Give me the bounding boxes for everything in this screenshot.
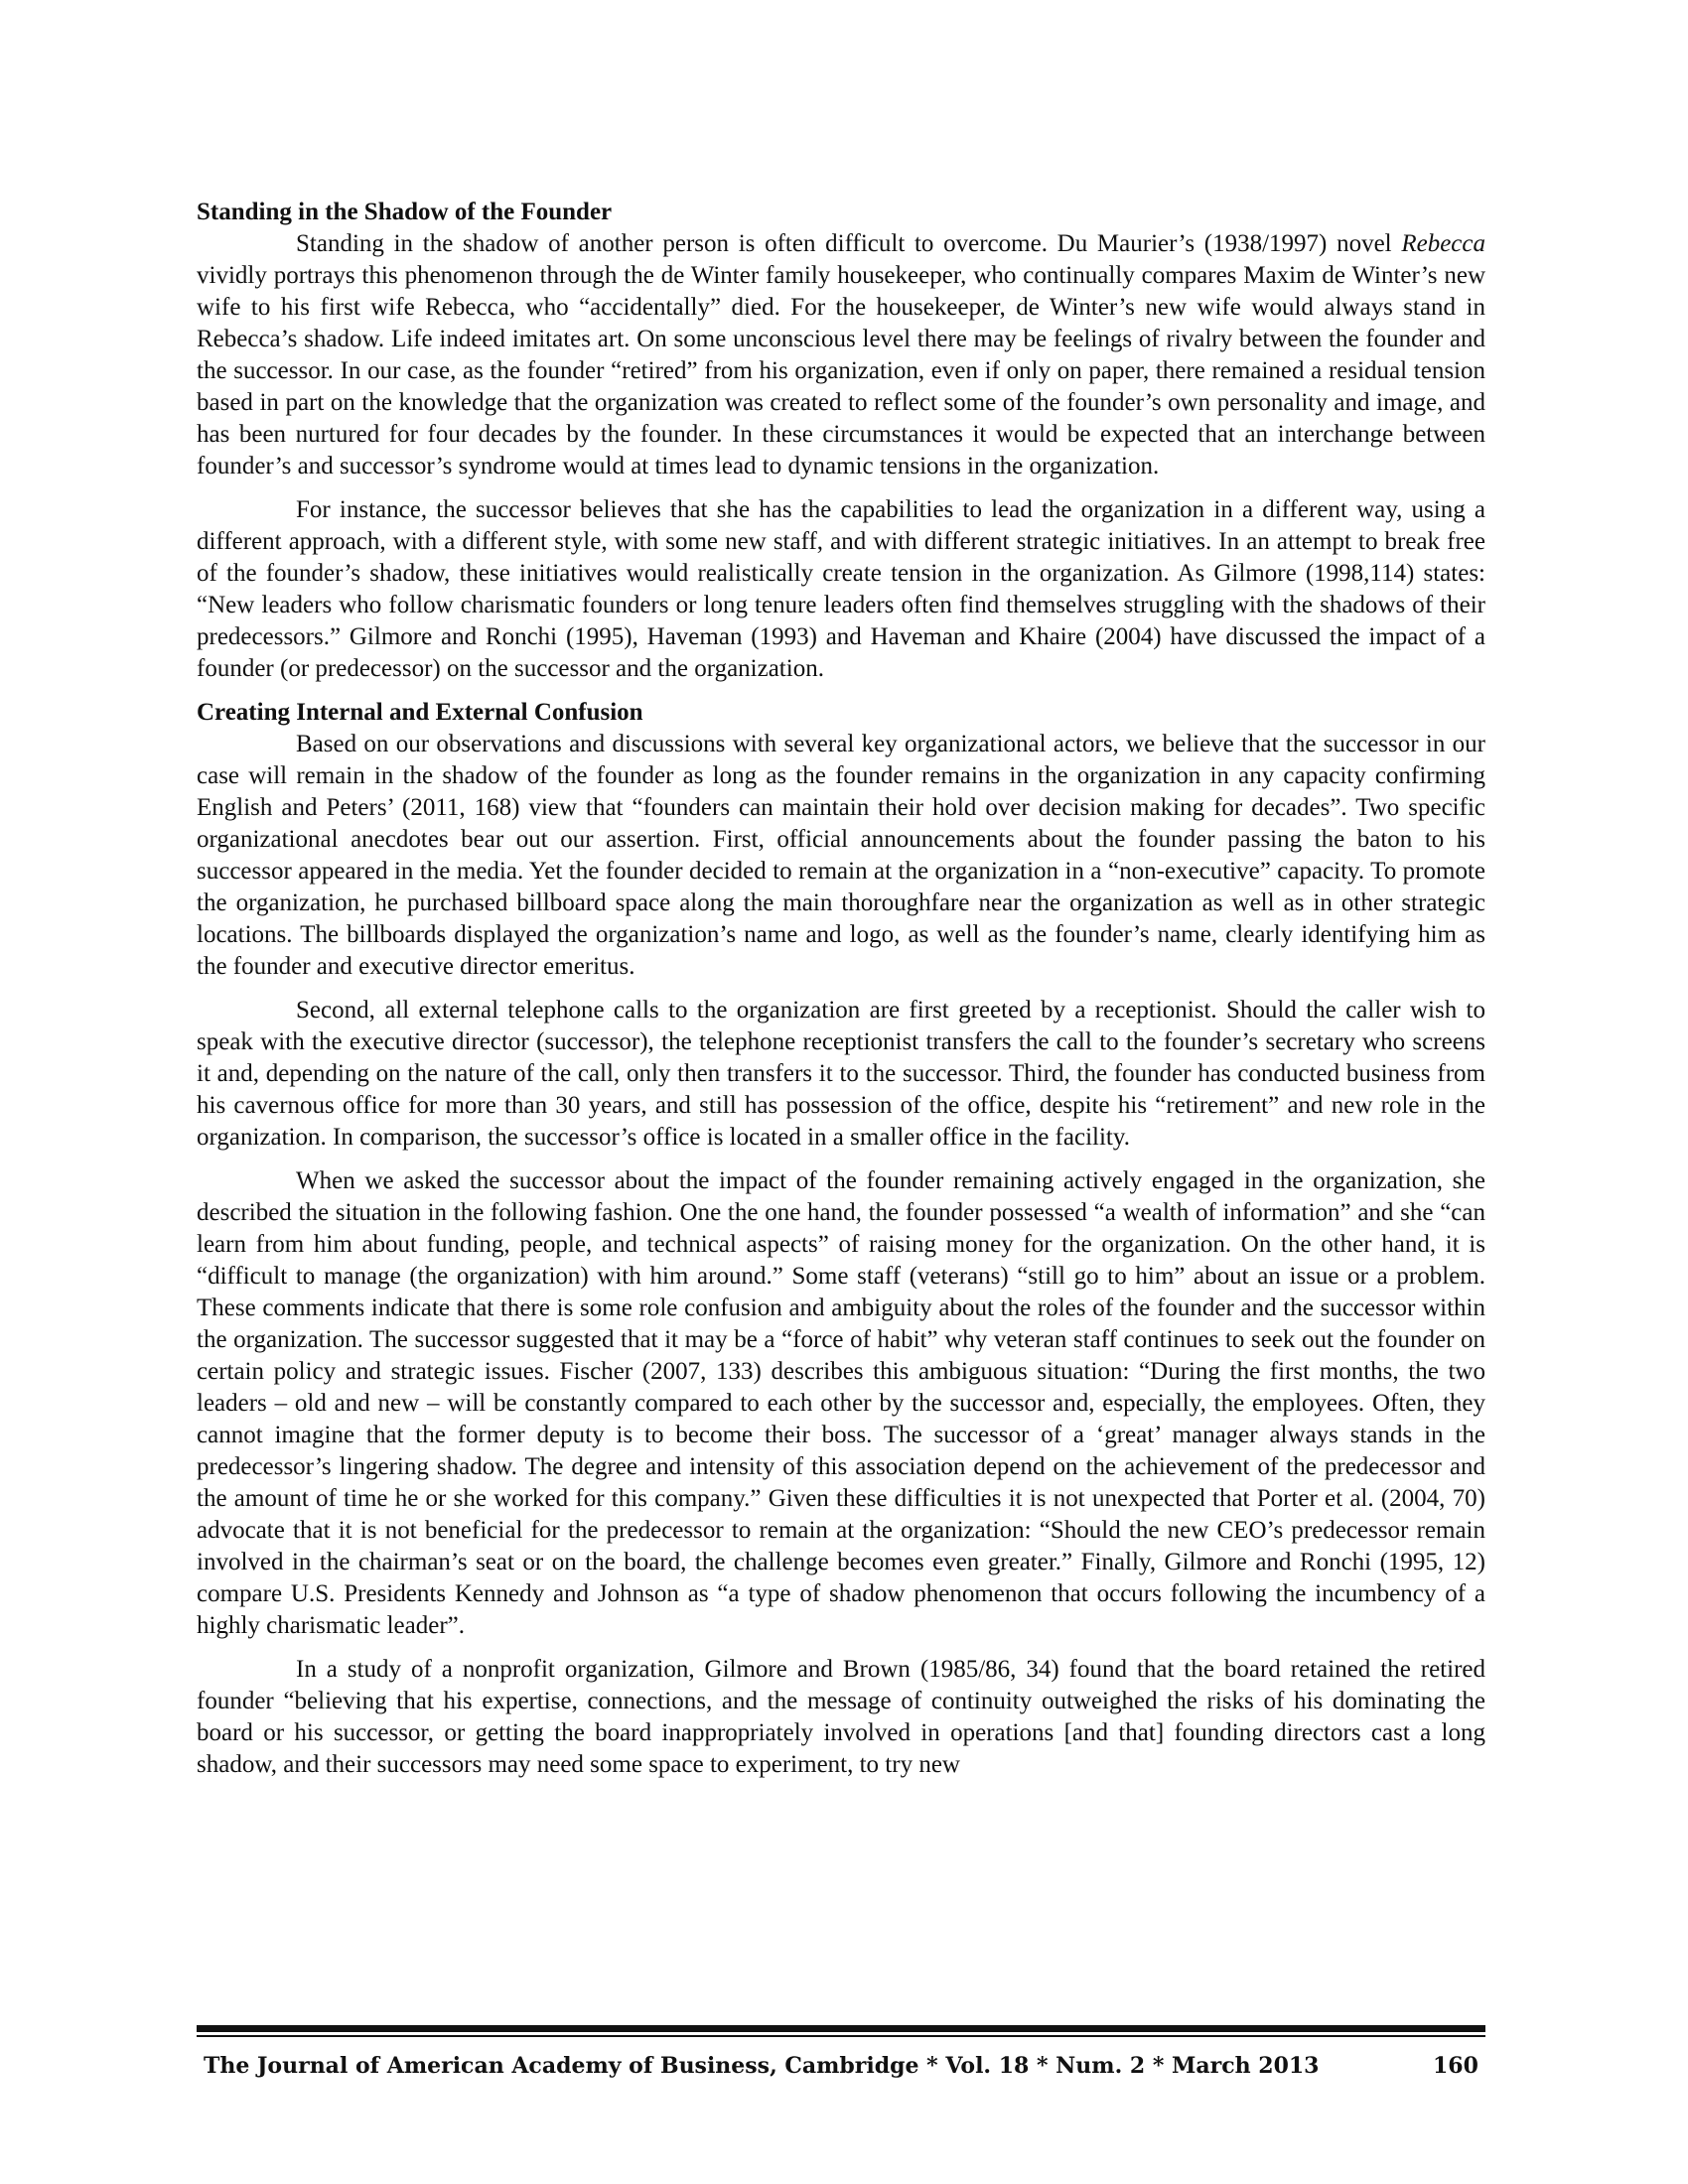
journal-citation: The Journal of American Academy of Business, Cambridge * Vol. 18 * Num. 2 * March 2013 <box>204 2053 1320 2079</box>
paragraph: Based on our observations and discussions with several key organizational actors, we believe that the successor in our case will remain in the shadow of the founder as long as the founder remains in the organization in any capacity confirming English and Peters’ (2011, 168) view that “founders can maintain their hold over decision making for decades”. Two specific organizational anecdotes bear out our assertion. First, official announcements about the founder passing the baton to his successor appeared in the media. Yet the founder decided to remain at the organization in a “non-executive” capacity. To promote the organization, he purchased billboard space along the main thoroughfare near the organization as well as in other strategic locations. The billboards displayed the organization’s name and logo, as well as the founder’s name, clearly identifying him as the founder and executive director emeritus. <box>197 731 1485 980</box>
novel-title: Rebecca <box>1401 230 1485 257</box>
paragraph: For instance, the successor believes that she has the capabilities to lead the organization in a different way, using a different approach, with a different style, with some new staff, and with different strategic initiatives. In an attempt to break free of the founder’s shadow, these initiatives would realistically create tension in the organization. As Gilmore (1998,114) states: “New leaders who follow charismatic founders or long tenure leaders often find themselves struggling with the shadows of their predecessors.” Gilmore and Ronchi (1995), Haveman (1993) and Haveman and Khaire (2004) have discussed the impact of a founder (or predecessor) on the successor and the organization. <box>197 496 1485 682</box>
page-number: 160 <box>1433 2053 1478 2079</box>
section-heading-confusion: Creating Internal and External Confusion <box>197 699 643 726</box>
footer-divider-thick <box>197 2025 1485 2032</box>
paragraph: In a study of a nonprofit organization, Gilmore and Brown (1985/86, 34) found that the board retained the retired founder “believing that his expertise, connections, and the message of continuity outweighed the risks of his dominating the board or his successor, or getting the board inappropriately involved in operations [and that] founding directors cast a long shadow, and their successors may need some space to experiment, to try new <box>197 1656 1485 1778</box>
article-body <box>197 197 1485 1793</box>
paragraph <box>197 228 1485 482</box>
paragraph: Second, all external telephone calls to the organization are first greeted by a receptionist. Should the caller wish to speak with the executive director (successor), the telephone receptionist transfers the call to the founder’s secretary who screens it and, depending on the nature of the call, only then transfers it to the successor. Third, the founder has conducted business from his cavernous office for more than 30 years, and still has possession of the office, despite his “retirement” and new role in the organization. In comparison, the successor’s office is located in a smaller office in the facility. <box>197 997 1485 1151</box>
footer-divider-thin <box>197 2035 1485 2037</box>
paragraph-text: vividly portrays this phenomenon through the de Winter family housekeeper, who continually compares Maxim de Winter’s new wife to his first wife Rebecca, who “accidentally” died. For the housekeeper, de Winter’s new wife would always stand in Rebecca’s shadow. Life indeed imitates art. On some unconscious level there may be feelings of rivalry between the founder and the successor. In our case, as the founder “retired” from his organization, even if only on paper, there remained a residual tension based in part on the knowledge that the organization was created to reflect some of the founder’s own personality and image, and has been nurtured for four decades by the founder. In these circumstances it would be expected that an interchange between founder’s and successor’s syndrome would at times lead to dynamic tensions in the organization. <box>197 262 1485 479</box>
paragraph-text: Standing in the shadow of another person is often difficult to overcome. Du Maurier’s (1938/1997) novel <box>296 230 1402 257</box>
paragraph: When we asked the successor about the impact of the founder remaining actively engaged in the organization, she described the situation in the following fashion. One the one hand, the founder possessed “a wealth of information” and she “can learn from him about funding, people, and technical aspects” of raising money for the organization. On the other hand, it is “difficult to manage (the organization) with him around.” Some staff (veterans) “still go to him” about an issue or a problem. These comments indicate that there is some role confusion and ambiguity about the roles of the founder and the successor within the organization. The successor suggested that it may be a “force of habit” why veteran staff continues to seek out the founder on certain policy and strategic issues. Fischer (2007, 133) describes this ambiguous situation: “During the first months, the two leaders – old and new – will be constantly compared to each other by the successor and, especially, the employees. Often, they cannot imagine that the former deputy is to become their boss. The successor of a ‘great’ manager always stands in the predecessor’s lingering shadow. The degree and intensity of this association depend on the achievement of the predecessor and the amount of time he or she worked for this company.” Given these difficulties it is not unexpected that Porter et al. (2004, 70) advocate that it is not beneficial for the predecessor to remain at the organization: “Should the new CEO’s predecessor remain involved in the chairman’s seat or on the board, the challenge becomes even greater.” Finally, Gilmore and Ronchi (1995, 12) compare U.S. Presidents Kennedy and Johnson as “a type of shadow phenomenon that occurs following the incumbency of a highly charismatic leader”. <box>197 1167 1485 1639</box>
section-heading-shadow-of-founder: Standing in the Shadow of the Founder <box>197 199 613 225</box>
